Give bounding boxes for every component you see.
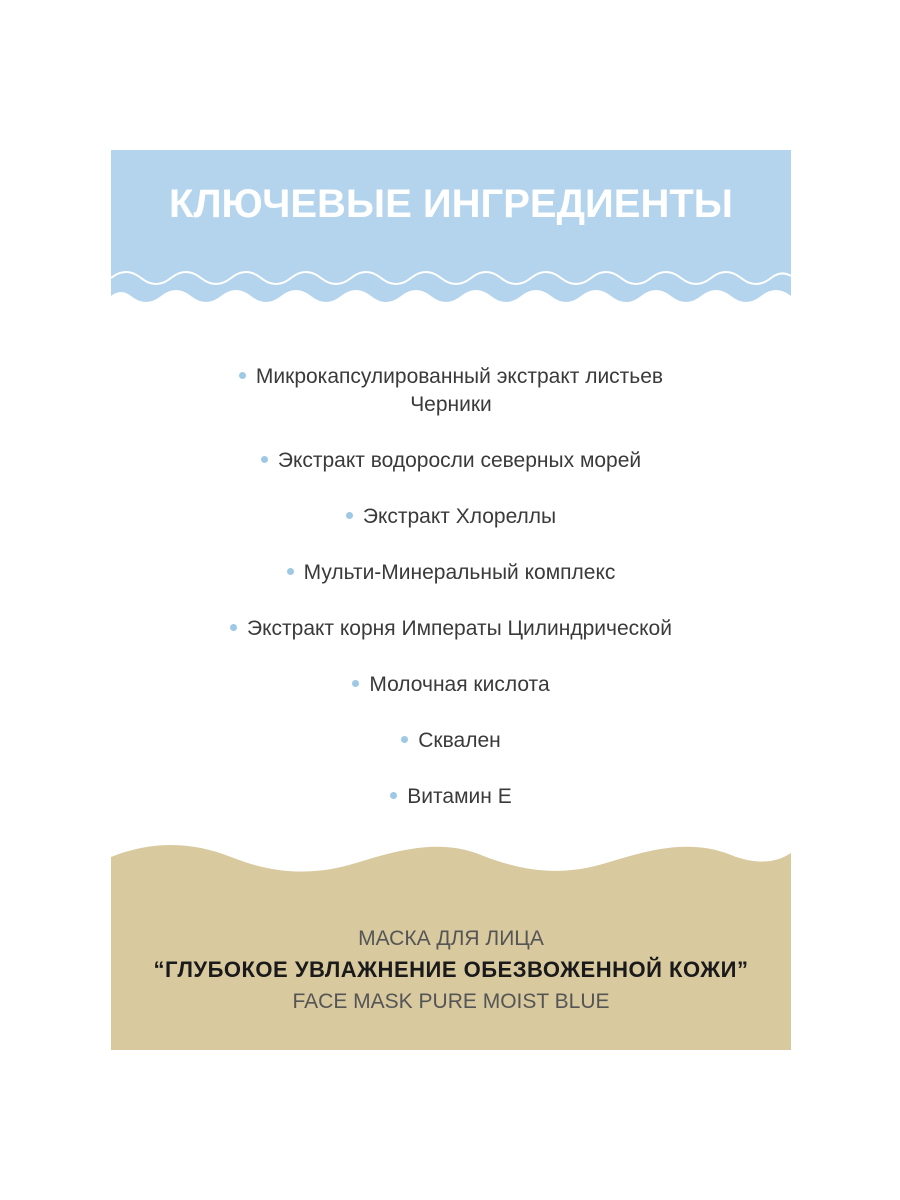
- ingredient-text: Экстракт корня Императы Цилиндрической: [247, 617, 672, 640]
- product-card: [111, 150, 791, 1050]
- product-name-english: FACE MASK PURE MOIST BLUE: [292, 990, 610, 1013]
- list-item: [111, 615, 791, 643]
- product-name: “ГЛУБОКОЕ УВЛАЖНЕНИЕ ОБЕЗВОЖЕННОЙ КОЖИ”: [153, 957, 749, 982]
- product-type: МАСКА ДЛЯ ЛИЦА: [358, 927, 544, 950]
- ingredients-list: [111, 363, 791, 839]
- bullet-dot-icon: [239, 372, 246, 379]
- footer-banner: [111, 845, 791, 1050]
- list-item: [111, 727, 791, 755]
- list-item: [111, 783, 791, 811]
- bullet-dot-icon: [352, 680, 359, 687]
- ingredient-text: Экстракт водоросли северных морей: [277, 449, 642, 472]
- bullet-dot-icon: [261, 456, 268, 463]
- header-banner: [111, 150, 791, 320]
- bullet-dot-icon: [346, 512, 353, 519]
- bullet-dot-icon: [390, 792, 397, 799]
- bullet-dot-icon: [230, 624, 237, 631]
- list-item: [111, 559, 791, 587]
- ingredient-text: Молочная кислота: [369, 673, 550, 696]
- bullet-dot-icon: [287, 568, 294, 575]
- ingredient-text: Сквален: [418, 729, 501, 752]
- bullet-dot-icon: [401, 736, 408, 743]
- header-title: КЛЮЧЕВЫЕ ИНГРЕДИЕНТЫ: [169, 182, 733, 226]
- ingredient-text: Экстракт Хлореллы: [362, 505, 557, 528]
- ingredient-text: Витамин Е: [407, 785, 512, 808]
- header-wave-shape: [111, 150, 791, 320]
- list-item: [111, 671, 791, 699]
- list-item: [111, 363, 791, 419]
- list-item: [111, 447, 791, 475]
- ingredient-text-continued: Черники: [410, 393, 492, 416]
- list-item: [111, 503, 791, 531]
- ingredient-text: Микрокапсулированный экстракт листьев: [255, 365, 664, 388]
- ingredient-text: Мульти-Минеральный комплекс: [303, 561, 616, 584]
